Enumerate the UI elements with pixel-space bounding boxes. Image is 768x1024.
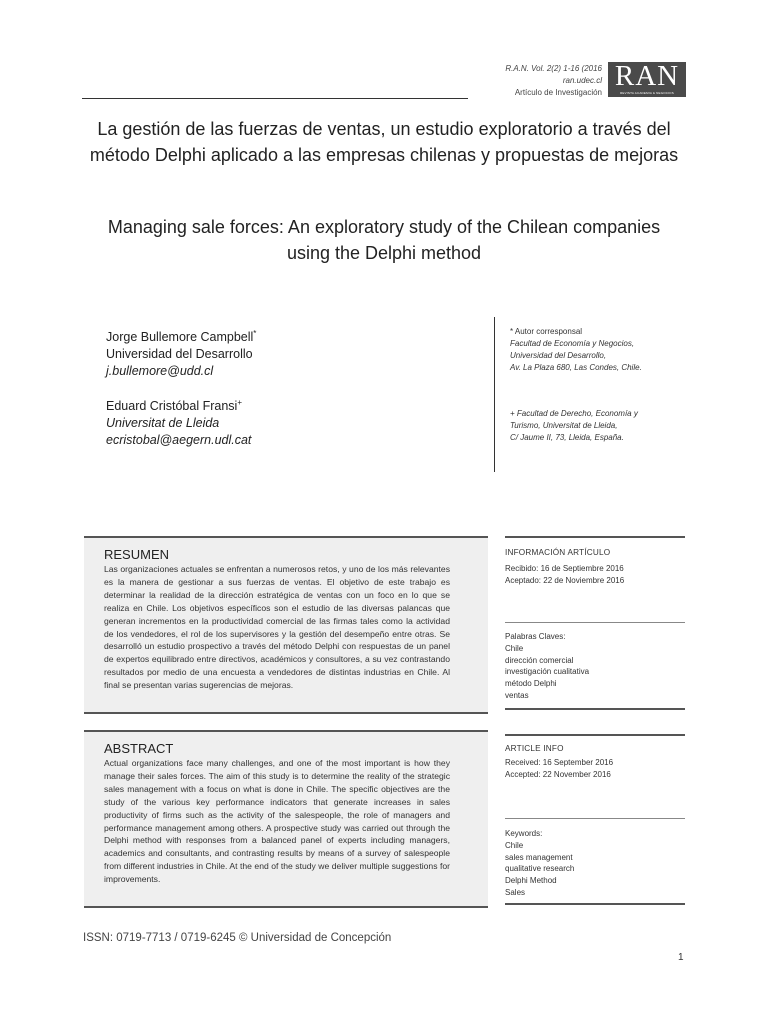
info-en [505, 743, 685, 780]
keywords-heading: Keywords: [505, 829, 543, 838]
note-line: Av. La Plaza 680, Las Condes, Chile. [510, 363, 642, 372]
author-affiliation: Universidad del Desarrollo [106, 347, 253, 362]
keywords-es [505, 631, 685, 702]
author-email[interactable]: ecristobal@aegern.udl.cat [106, 433, 252, 448]
page-number: 1 [678, 952, 684, 963]
journal-citation: R.A.N. Vol. 2(2) 1-16 (2016 [505, 64, 602, 73]
journal-meta [505, 63, 602, 99]
keyword: ventas [505, 690, 529, 700]
accepted-date: Accepted: 22 November 2016 [505, 769, 611, 779]
author-1 [106, 325, 256, 380]
journal-url[interactable]: ran.udec.cl [562, 76, 602, 85]
info-es-heading: INFORMACIÓN ARTÍCULO [505, 548, 611, 557]
affiliation-note [510, 408, 638, 444]
corresponding-note [510, 326, 642, 374]
keyword: método Delphi [505, 679, 557, 689]
logo-subtitle: REVISTA ACADEMIA & NEGOCIOS [620, 91, 674, 95]
author-name: Eduard Cristóbal Fransi+ [106, 398, 242, 414]
accepted-date: Aceptado: 22 de Noviembre 2016 [505, 575, 625, 585]
note-label: * Autor corresponsal [510, 327, 583, 336]
author-notes-divider [494, 317, 495, 472]
issn-footer: ISSN: 0719-7713 / 0719-6245 © Universidad de Concepción [83, 932, 392, 944]
note-line: C/ Jaume II, 73, Lleida, España. [510, 433, 624, 442]
title-english: Managing sale forces: An exploratory study of the Chilean companies using the Delphi method [107, 217, 661, 263]
keyword: Delphi Method [505, 876, 557, 886]
note-line: Facultad de Economía y Negocios, [510, 339, 635, 348]
note-line: Turismo, Universitat de Lleida, [510, 421, 618, 430]
info-es-bottom-rule [505, 708, 685, 710]
received-date: Received: 16 September 2016 [505, 757, 614, 767]
resumen-text: Las organizaciones actuales se enfrentan a numerosos retos, y uno de los más relevantes es la manera de gestionar a sus fuerzas de ventas. El objetivo de este trabajo es determinar la realidad de la dirección estratégica de ventas con un foco en lo que se realiza en Chile. Los objetivos específicos son el estudio de las diversas palancas que generan incrementos en la productividad comercial de las firmas tales como la actividad de los vendedores, el rol de los supervisores y la gestión del desempeño entre otras. Se desarrolló un estudio prospectivo a través del método Delphi con respuestas de un panel de expertos equilibrado entre directivos, académicos y consultores, a su vez contrastando resultados por medio de una encuesta a vendedores de distintas industrias en Chile. Al final se presentan varias sugerencias de mejoras. [104, 564, 450, 691]
author-name: Jorge Bullemore Campbell* [106, 329, 257, 345]
resumen-box [84, 536, 488, 714]
keyword: Chile [505, 840, 524, 850]
resumen-heading: RESUMEN [104, 547, 170, 562]
article-type: Artículo de Investigación [514, 88, 602, 97]
author-email[interactable]: j.bullemore@udd.cl [106, 364, 214, 379]
keywords-en [505, 828, 685, 899]
keyword: sales management [505, 852, 573, 862]
info-en-mid-rule [505, 818, 685, 819]
info-es [505, 547, 685, 586]
header-rule [82, 98, 468, 99]
keyword: dirección comercial [505, 655, 574, 665]
keyword: qualitative research [505, 864, 575, 874]
abstract-heading: ABSTRACT [104, 741, 174, 756]
info-es-top-rule [505, 536, 685, 538]
info-en-heading: ARTICLE INFO [505, 744, 564, 753]
note-line: Universidad del Desarrollo, [510, 351, 607, 360]
info-en-bottom-rule [505, 903, 685, 905]
journal-logo [608, 62, 686, 97]
keyword: investigación cualitativa [505, 667, 590, 677]
received-date: Recibido: 16 de Septiembre 2016 [505, 563, 624, 573]
info-en-top-rule [505, 734, 685, 736]
info-es-mid-rule [505, 622, 685, 623]
abstract-text: Actual organizations face many challenges, and one of the most important is how they manage their sales forces. The aim of this study is to determine the reality of the strategic sales management with a focus on what is done in Chile. The specific objectives are the study of the various key performance indicators that generate increases in sales productivity of firms such as the activity of the salespeople, the role of managers and performance management among others. A prospective study was carried out through the Delphi method with responses from a balanced panel of experts including managers, academics and consultants, and contrasting results by means of a survey of salespeople from different industries in Chile. At the end of the study we deliver multiple suggestions for improvements. [104, 758, 450, 885]
keyword: Chile [505, 643, 524, 653]
author-2 [106, 394, 251, 449]
keyword: Sales [505, 887, 526, 897]
abstract-box [84, 730, 488, 908]
title-spanish: La gestión de las fuerzas de ventas, un estudio exploratorio a través del método Delphi aplicado a las empresas chilenas y propuestas de mejoras [89, 119, 679, 165]
author-affiliation: Universitat de Lleida [106, 416, 220, 431]
note-line: + Facultad de Derecho, Economía y [510, 409, 638, 418]
keywords-heading: Palabras Claves: [505, 632, 566, 641]
logo-text: RAN [614, 60, 680, 92]
